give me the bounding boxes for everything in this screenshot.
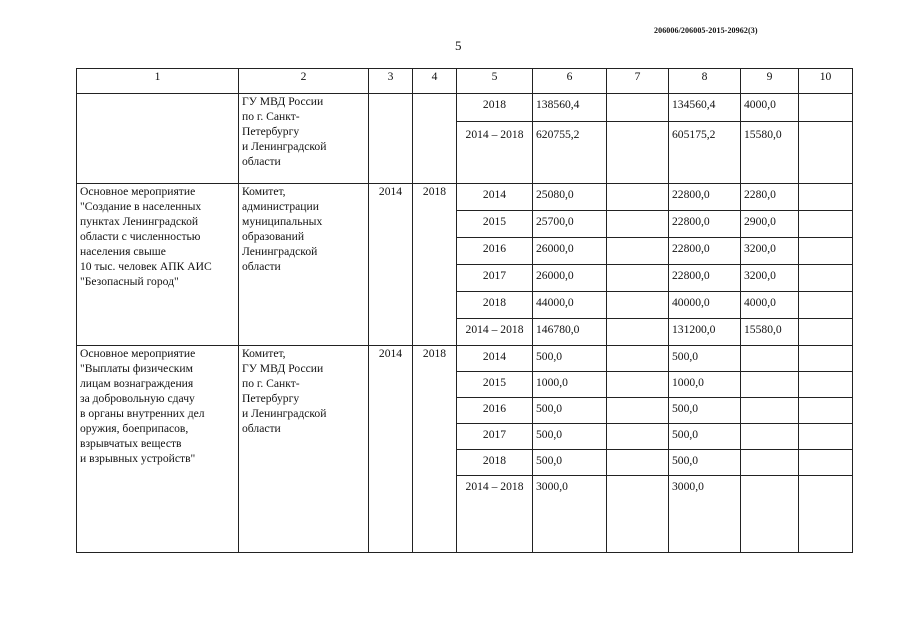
year-cell: 2018 <box>457 94 533 122</box>
column-header: 7 <box>607 69 669 94</box>
column-header: 4 <box>413 69 457 94</box>
total-cell: 3000,0 <box>533 476 607 553</box>
regional-cell: 3000,0 <box>669 476 741 553</box>
federal-cell <box>607 122 669 184</box>
year-cell: 2017 <box>457 424 533 450</box>
federal-cell <box>607 372 669 398</box>
total-cell: 1000,0 <box>533 372 607 398</box>
other-cell <box>799 184 853 211</box>
total-cell: 25700,0 <box>533 211 607 238</box>
executor-cell: ГУ МВД России по г. Санкт- Петербургу и Ленинградской области <box>239 94 369 184</box>
year-cell: 2014 – 2018 <box>457 319 533 346</box>
year-cell: 2014 – 2018 <box>457 476 533 553</box>
executor-cell: Комитет, ГУ МВД России по г. Санкт- Петербургу и Ленинградской области <box>239 346 369 553</box>
end-year-cell <box>413 94 457 184</box>
federal-cell <box>607 398 669 424</box>
local-cell <box>741 346 799 372</box>
total-cell: 620755,2 <box>533 122 607 184</box>
other-cell <box>799 424 853 450</box>
federal-cell <box>607 319 669 346</box>
document-id: 206006/206005-2015-20962(3) <box>654 26 758 35</box>
other-cell <box>799 94 853 122</box>
year-cell: 2017 <box>457 265 533 292</box>
column-header: 8 <box>669 69 741 94</box>
local-cell: 4000,0 <box>741 94 799 122</box>
other-cell <box>799 319 853 346</box>
start-year-cell: 2014 <box>369 346 413 553</box>
federal-cell <box>607 424 669 450</box>
regional-cell: 605175,2 <box>669 122 741 184</box>
local-cell: 15580,0 <box>741 122 799 184</box>
total-cell: 26000,0 <box>533 238 607 265</box>
other-cell <box>799 265 853 292</box>
federal-cell <box>607 292 669 319</box>
column-header: 3 <box>369 69 413 94</box>
other-cell <box>799 398 853 424</box>
total-cell: 44000,0 <box>533 292 607 319</box>
total-cell: 25080,0 <box>533 184 607 211</box>
end-year-cell: 2018 <box>413 184 457 346</box>
local-cell <box>741 372 799 398</box>
total-cell: 500,0 <box>533 450 607 476</box>
regional-cell: 500,0 <box>669 450 741 476</box>
regional-cell: 22800,0 <box>669 184 741 211</box>
table-row <box>77 184 853 211</box>
column-header-row <box>77 69 853 94</box>
regional-cell: 500,0 <box>669 398 741 424</box>
end-year-cell: 2018 <box>413 346 457 553</box>
local-cell: 4000,0 <box>741 292 799 319</box>
column-header: 9 <box>741 69 799 94</box>
other-cell <box>799 476 853 553</box>
year-cell: 2018 <box>457 292 533 319</box>
column-header: 1 <box>77 69 239 94</box>
column-header: 2 <box>239 69 369 94</box>
year-cell: 2014 – 2018 <box>457 122 533 184</box>
other-cell <box>799 292 853 319</box>
federal-cell <box>607 476 669 553</box>
regional-cell: 22800,0 <box>669 238 741 265</box>
other-cell <box>799 238 853 265</box>
local-cell: 3200,0 <box>741 265 799 292</box>
regional-cell: 22800,0 <box>669 265 741 292</box>
column-header: 5 <box>457 69 533 94</box>
page-number: 5 <box>455 38 462 53</box>
total-cell: 500,0 <box>533 424 607 450</box>
year-cell: 2014 <box>457 184 533 211</box>
executor-cell: Комитет, администрации муниципальных образований Ленинградской области <box>239 184 369 346</box>
local-cell <box>741 476 799 553</box>
local-cell <box>741 424 799 450</box>
regional-cell: 1000,0 <box>669 372 741 398</box>
year-cell: 2015 <box>457 211 533 238</box>
year-cell: 2016 <box>457 238 533 265</box>
year-cell: 2018 <box>457 450 533 476</box>
year-cell: 2014 <box>457 346 533 372</box>
local-cell <box>741 450 799 476</box>
regional-cell: 131200,0 <box>669 319 741 346</box>
measure-cell: Основное мероприятие "Выплаты физическим лицам вознаграждения за добровольную сдачу в органы внутренних дел оружия, боеприпасов, взрывчатых веществ и взрывных устройств" <box>77 346 239 553</box>
total-cell: 146780,0 <box>533 319 607 346</box>
federal-cell <box>607 184 669 211</box>
regional-cell: 22800,0 <box>669 211 741 238</box>
column-header: 10 <box>799 69 853 94</box>
year-cell: 2016 <box>457 398 533 424</box>
local-cell: 3200,0 <box>741 238 799 265</box>
start-year-cell: 2014 <box>369 184 413 346</box>
other-cell <box>799 346 853 372</box>
federal-cell <box>607 265 669 292</box>
total-cell: 138560,4 <box>533 94 607 122</box>
regional-cell: 500,0 <box>669 424 741 450</box>
regional-cell: 40000,0 <box>669 292 741 319</box>
other-cell <box>799 211 853 238</box>
local-cell: 15580,0 <box>741 319 799 346</box>
measure-cell: Основное мероприятие "Создание в населенных пунктах Ленинградской области с численностью населения свыше 10 тыс. человек АПК АИС "Безопасный город" <box>77 184 239 346</box>
table-row <box>77 94 853 122</box>
budget-table <box>76 68 853 553</box>
local-cell: 2280,0 <box>741 184 799 211</box>
total-cell: 500,0 <box>533 346 607 372</box>
federal-cell <box>607 450 669 476</box>
federal-cell <box>607 94 669 122</box>
local-cell <box>741 398 799 424</box>
other-cell <box>799 450 853 476</box>
table-row <box>77 346 853 372</box>
total-cell: 26000,0 <box>533 265 607 292</box>
start-year-cell <box>369 94 413 184</box>
total-cell: 500,0 <box>533 398 607 424</box>
federal-cell <box>607 238 669 265</box>
other-cell <box>799 372 853 398</box>
other-cell <box>799 122 853 184</box>
local-cell: 2900,0 <box>741 211 799 238</box>
measure-cell <box>77 94 239 184</box>
federal-cell <box>607 211 669 238</box>
regional-cell: 500,0 <box>669 346 741 372</box>
year-cell: 2015 <box>457 372 533 398</box>
regional-cell: 134560,4 <box>669 94 741 122</box>
federal-cell <box>607 346 669 372</box>
column-header: 6 <box>533 69 607 94</box>
